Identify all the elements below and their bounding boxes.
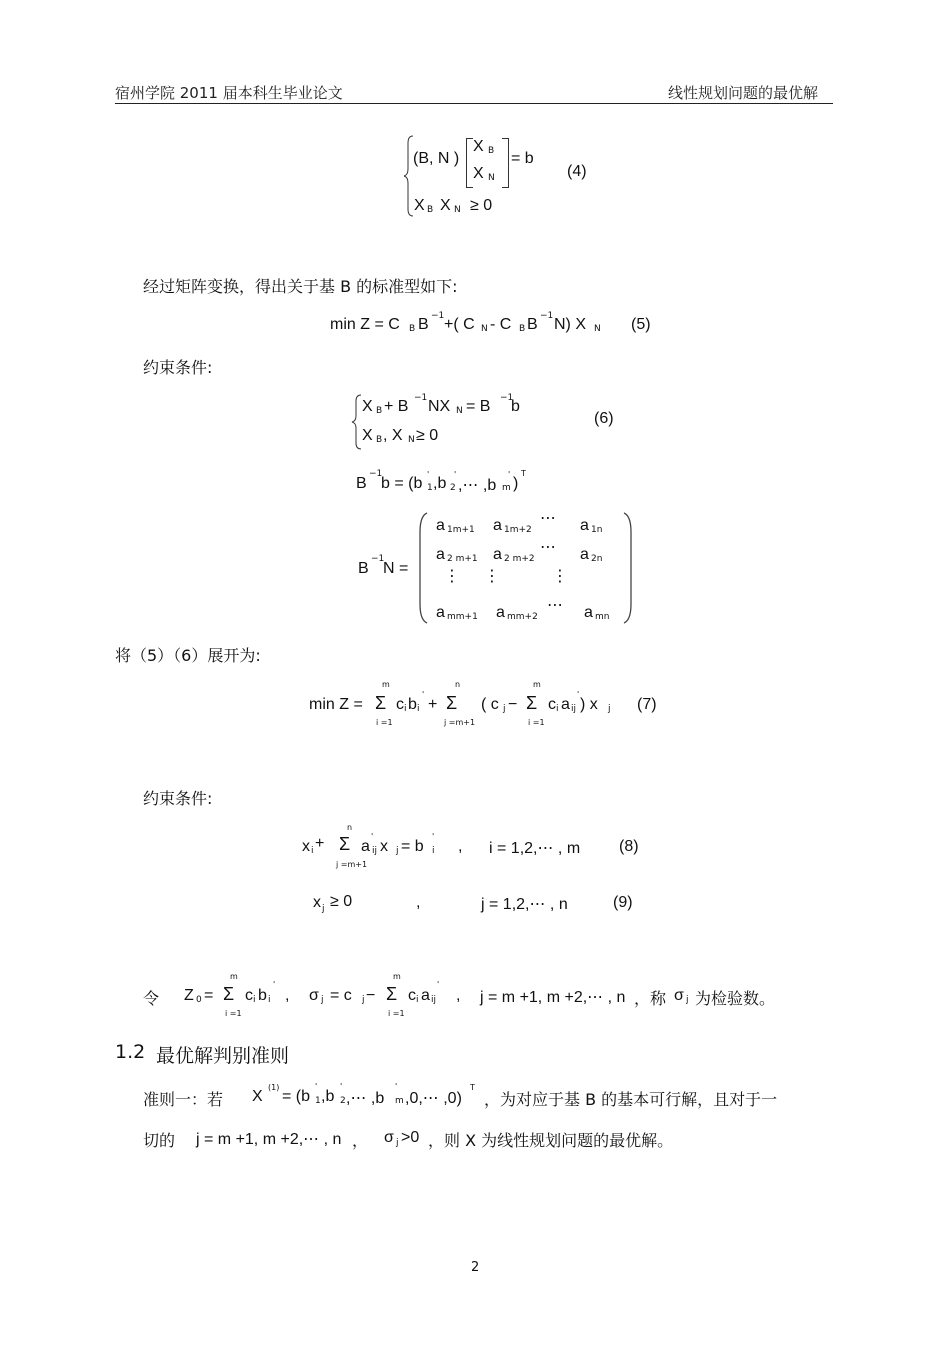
binvb-sup: −1 — [369, 469, 383, 479]
criterion-b1sub: 1 — [315, 1096, 321, 1106]
eq8-prime-1: ' — [371, 832, 374, 841]
criterion-prime-3: ' — [395, 1082, 398, 1091]
binvb-b2: ,b — [433, 475, 447, 492]
eq7-lp: ( c — [481, 696, 499, 713]
def-sum2-bottom: i =1 — [388, 1009, 405, 1018]
eq9-number: (9) — [613, 894, 633, 911]
eq4-row2-x: X — [414, 197, 425, 214]
matrix-r2-c2: a — [493, 546, 502, 563]
def-sigma2: σ — [674, 987, 684, 1004]
eq7-t1b-sub: i — [417, 704, 420, 714]
criterion-rel: >0 — [401, 1129, 420, 1146]
eq8-sum-top: n — [347, 823, 353, 832]
section-number: 1.2 — [115, 1041, 146, 1063]
matrix-r3-c1-sub: mm+1 — [447, 612, 478, 622]
eq7-rp: ) x — [580, 696, 598, 713]
def-range: j = m +1, m +2,⋯ , n — [480, 989, 626, 1006]
constraint-label-1: 约束条件: — [143, 358, 213, 377]
def-eq: = — [204, 987, 214, 1004]
eq5-cn-sub: N — [481, 324, 488, 334]
eq7-number: (7) — [637, 696, 657, 713]
matrix-r1-c2-sub: 1m+2 — [504, 525, 532, 535]
eq8-xsub: i — [311, 846, 314, 856]
def-tail1: ，称 — [634, 989, 667, 1008]
eq6-r1b-sup: −1 — [414, 393, 428, 403]
matrix-r1-c3: a — [580, 517, 589, 534]
header-rule — [115, 103, 833, 104]
eq4-rhs: = b — [511, 150, 534, 167]
binvb-b2sub: 2 — [450, 483, 456, 493]
eq4-row2-rel: ≥ 0 — [470, 197, 493, 214]
section-title: 最优解判别准则 — [156, 1045, 290, 1067]
eq7-cj: j — [503, 704, 506, 714]
binvb-prime-2: ' — [454, 470, 457, 479]
def-t3asub: ij — [431, 995, 437, 1005]
eq9-range: j = 1,2,⋯ , n — [481, 896, 568, 913]
eq6-r2b-sub: N — [408, 435, 415, 445]
eq6-r2b: , X — [383, 427, 403, 444]
eq8-sum: Σ — [339, 834, 351, 854]
eq7-minus: − — [508, 696, 518, 713]
eq5-lhs: min Z = C — [330, 316, 400, 333]
matrix-r2-c1-sub: 2 m+1 — [447, 554, 478, 564]
matrix-r1-dots: ⋯ — [540, 510, 556, 527]
binvb-T: T — [521, 469, 526, 478]
eq7-t3a-sub: ij — [571, 704, 577, 714]
eq4-row2-xsub: B — [427, 205, 434, 215]
eq7-sum3-top: m — [533, 680, 541, 689]
matrix-paren-right — [623, 512, 633, 624]
eq4-number: (4) — [567, 163, 587, 180]
def-tail2: 为检验数。 — [695, 989, 776, 1008]
eq6-number: (6) — [594, 410, 614, 427]
eq8-xj: x — [380, 838, 388, 855]
eq4-xn-sub: N — [488, 173, 495, 183]
eq7-t1: c — [396, 696, 404, 713]
eq8-bsub: i — [432, 846, 435, 856]
eq6-r2c: ≥ 0 — [416, 427, 439, 444]
eq9-comma: , — [416, 894, 421, 911]
criterion-T: T — [470, 1083, 475, 1092]
matrix-lhs: B — [358, 560, 369, 577]
eq5-mid2: - C — [490, 316, 512, 333]
paragraph-expand: 将（5）（6）展开为: — [115, 646, 261, 665]
def-sum2-top: m — [393, 972, 401, 981]
def-comma: , — [285, 987, 290, 1004]
def-prime-2: ' — [437, 980, 440, 989]
matrix-r2-dots: ⋯ — [540, 539, 556, 556]
eq7-sum2-top: n — [455, 680, 461, 689]
eq9-xsub: j — [322, 904, 325, 914]
criterion-prime-2: ' — [340, 1082, 343, 1091]
def-prime-1: ' — [273, 980, 276, 989]
def-z0sub: 0 — [196, 995, 202, 1005]
eq8-asub: ij — [372, 846, 378, 856]
eq5-cb-sub: B — [409, 324, 416, 334]
eq7-t1b: b — [408, 696, 417, 713]
constraint-label-2: 约束条件: — [143, 789, 213, 808]
def-z0: Z — [184, 987, 194, 1004]
binvb-prime-3: ' — [508, 470, 511, 479]
criterion-x: X — [252, 1088, 263, 1105]
eq8-x: x — [302, 838, 310, 855]
eq6-r2a-sub: B — [376, 435, 383, 445]
criterion-line2a: 切的 — [143, 1131, 176, 1150]
def-t1sub: i — [253, 995, 256, 1005]
matrix-r3-dots: ⋯ — [547, 597, 563, 614]
eq7-sum1: Σ — [375, 693, 387, 713]
matrix-r1-c3-sub: 1n — [591, 525, 603, 535]
binvb-dots: ,⋯ ,b — [458, 477, 497, 494]
eq7-t3a: a — [561, 696, 570, 713]
eq8-xjsub: j — [396, 846, 399, 856]
eq7-sum1-top: m — [382, 680, 390, 689]
header-right: 线性规划问题的最优解 — [668, 84, 819, 102]
criterion-tailvec: ,0,⋯ ,0) — [405, 1090, 462, 1107]
def-sum2: Σ — [386, 984, 398, 1004]
eq5-b2: B — [527, 316, 538, 333]
vector-bracket-left — [466, 138, 473, 188]
eq7-lhs: min Z = — [309, 696, 363, 713]
def-eq2: = c — [330, 987, 352, 1004]
matrix-r2-c3: a — [580, 546, 589, 563]
matrix-r1-c2: a — [493, 517, 502, 534]
eq7-sum2-bottom: j =m+1 — [444, 718, 476, 727]
eq6-r1a-sub: B — [376, 406, 383, 416]
eq8-plus: + — [315, 835, 325, 852]
criterion-comma: ， — [352, 1131, 369, 1150]
criterion-xsup: (1) — [268, 1083, 280, 1092]
left-brace-6 — [352, 394, 362, 450]
criterion-text1: ，为对应于基 B 的基本可行解，且对于一 — [484, 1090, 778, 1109]
def-sigma: σ — [309, 987, 319, 1004]
criterion-sigma: σ — [384, 1129, 394, 1146]
matrix-r3-c2: a — [496, 604, 505, 621]
def-t3sub: i — [416, 995, 419, 1005]
def-t1: c — [245, 987, 253, 1004]
matrix-r1-c1-sub: 1m+1 — [447, 525, 475, 535]
criterion-b2sub: 2 — [340, 1096, 346, 1106]
criterion-range: j = m +1, m +2,⋯ , n — [196, 1131, 342, 1148]
eq4-bn: (B, N ) — [413, 150, 460, 167]
eq6-r1d: = B — [466, 398, 491, 415]
eq7-sum3: Σ — [526, 693, 538, 713]
eq7-prime-1: ' — [422, 690, 425, 699]
binvb-prime-1: ' — [427, 470, 430, 479]
matrix-r1-c1: a — [436, 517, 445, 534]
eq7-t1-sub: i — [404, 704, 407, 714]
eq6-r1c-sub: N — [456, 406, 463, 416]
matrix-vdots-3: ⋮ — [552, 568, 568, 585]
def-t3: c — [408, 987, 416, 1004]
eq7-sum2: Σ — [446, 693, 458, 713]
eq6-r2a: X — [362, 427, 373, 444]
criterion-sigsub: j — [396, 1138, 399, 1148]
matrix-paren-left — [418, 512, 428, 624]
binvb-bmsub: m — [502, 483, 511, 493]
matrix-vdots-1: ⋮ — [444, 568, 460, 585]
eq8-prime-2: ' — [432, 832, 435, 841]
matrix-r3-c1: a — [436, 604, 445, 621]
eq6-r1d-sup: −1 — [500, 393, 514, 403]
criterion-eq: = (b — [282, 1088, 311, 1105]
criterion-label: 准则一：若 — [143, 1090, 224, 1109]
binvb-close: ) — [513, 475, 519, 492]
eq8-eq: = b — [401, 838, 424, 855]
def-sum1-top: m — [230, 972, 238, 981]
eq9-rel: ≥ 0 — [330, 893, 353, 910]
eq5-mid: +( C — [444, 316, 475, 333]
eq8-comma: , — [458, 838, 463, 855]
eq5-cb2-sub: B — [519, 324, 526, 334]
eq7-plus: + — [428, 696, 438, 713]
eq6-r1c: NX — [428, 398, 451, 415]
eq7-t3: c — [548, 696, 556, 713]
criterion-text2: ，则 X 为线性规划问题的最优解。 — [428, 1131, 674, 1150]
def-t1bsub: i — [268, 995, 271, 1005]
eq4-row2-ysub: N — [454, 205, 461, 215]
def-sig2sub: j — [686, 995, 689, 1005]
left-brace-4 — [404, 135, 414, 217]
eq5-number: (5) — [631, 316, 651, 333]
def-t1b: b — [258, 987, 267, 1004]
header-left: 宿州学院 2011 届本科生毕业论文 — [115, 84, 343, 102]
eq7-xj: j — [608, 704, 611, 714]
def-t3a: a — [421, 987, 430, 1004]
def-comma2: , — [456, 987, 461, 1004]
matrix-r3-c2-sub: mm+2 — [507, 612, 538, 622]
matrix-r2-c3-sub: 2n — [591, 554, 603, 564]
eq7-prime-2: ' — [577, 690, 580, 699]
eq6-r1a: X — [362, 398, 373, 415]
matrix-r2-c2-sub: 2 m+2 — [504, 554, 535, 564]
eq8-number: (8) — [619, 838, 639, 855]
paragraph-standard-form: 经过矩阵变换，得出关于基 B 的标准型如下: — [143, 277, 458, 296]
eq5-b1: B — [418, 316, 429, 333]
eq7-t3-sub: i — [556, 704, 559, 714]
page-number: 2 — [471, 1260, 480, 1275]
def-ling: 令 — [143, 989, 160, 1008]
eq4-row2-y: X — [440, 197, 451, 214]
def-sigsub: j — [321, 995, 324, 1005]
matrix-sup: −1 — [371, 554, 385, 564]
def-sum1-bottom: i =1 — [225, 1009, 242, 1018]
eq9-x: x — [313, 894, 321, 911]
eq4-xb-sub: B — [488, 146, 495, 156]
matrix-vdots-2: ⋮ — [484, 568, 500, 585]
def-cjsub: j — [362, 995, 365, 1005]
eq8-a: a — [361, 838, 370, 855]
eq5-tail: N) X — [554, 316, 586, 333]
eq7-sum3-bottom: i =1 — [528, 718, 545, 727]
eq8-range: i = 1,2,⋯ , m — [489, 840, 581, 857]
criterion-prime-1: ' — [315, 1082, 318, 1091]
criterion-dots: ,⋯ ,b — [346, 1090, 385, 1107]
matrix-r2-c1: a — [436, 546, 445, 563]
def-minus: − — [366, 987, 376, 1004]
criterion-b2: ,b — [321, 1088, 335, 1105]
eq5-inv: −1 — [431, 311, 445, 321]
eq7-sum1-bottom: i =1 — [376, 718, 393, 727]
binvb-rest: b = (b — [381, 475, 423, 492]
eq5-inv2: −1 — [540, 311, 554, 321]
eq6-r1b: + B — [384, 398, 409, 415]
binvb-lhs: B — [356, 475, 367, 492]
vector-bracket-right — [502, 138, 509, 188]
matrix-r3-c3-sub: mn — [595, 612, 610, 622]
eq8-sum-bottom: j =m+1 — [336, 860, 368, 869]
eq4-xb: X — [473, 138, 484, 155]
matrix-lhs2: N = — [383, 560, 409, 577]
eq4-xn: X — [473, 165, 484, 182]
matrix-r3-c3: a — [584, 604, 593, 621]
criterion-bmsub: m — [395, 1096, 404, 1106]
eq5-xn-sub: N — [594, 324, 601, 334]
def-sum1: Σ — [223, 984, 235, 1004]
eq6-r1e: b — [511, 398, 520, 415]
binvb-b1sub: 1 — [427, 483, 433, 493]
